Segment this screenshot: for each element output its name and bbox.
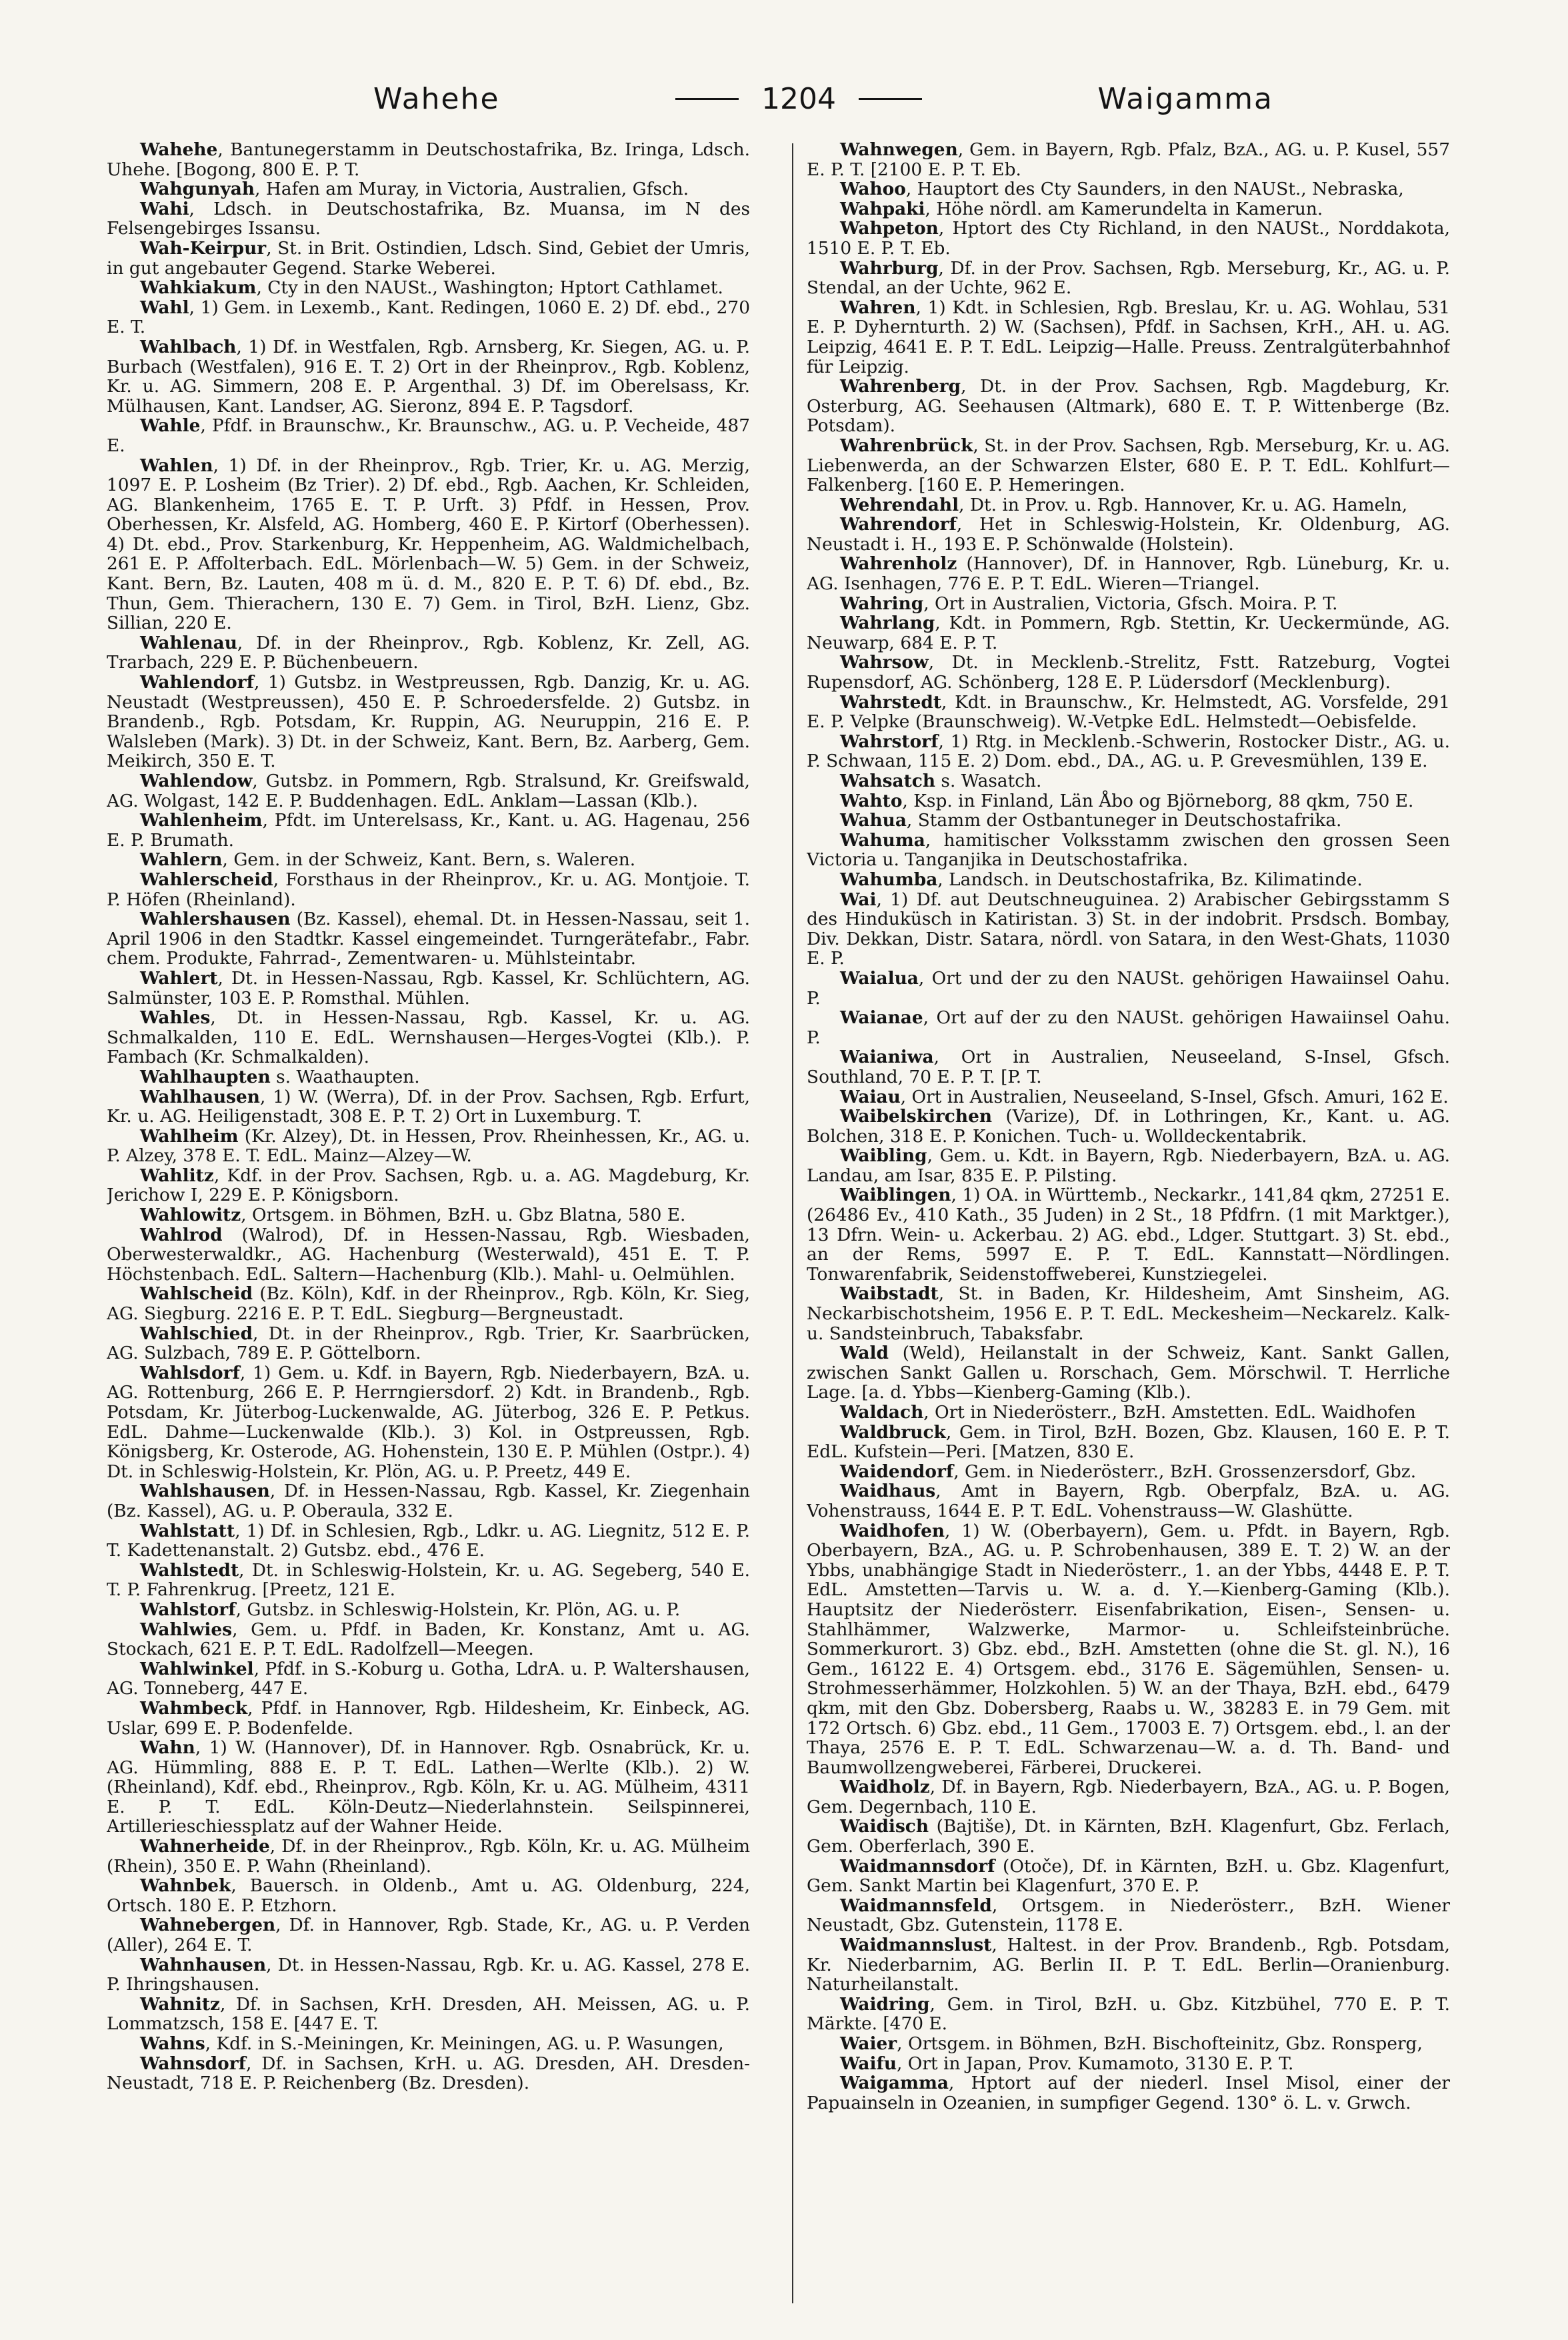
dictionary-entry bbox=[107, 1225, 750, 1285]
dictionary-entry bbox=[807, 436, 1450, 495]
entry-text: (Bajtiše), Dt. in Kärnten, BzH. Klagenfurt, Gbz. Ferlach, Gem. Oberferlach, 390 E. bbox=[807, 1816, 1450, 1857]
entry-text: , Gem. u. Kdt. in Bayern, Rgb. Niederbayern, BzA. u. AG. Landau, am Isar, 835 E. P. Pilsting. bbox=[807, 1145, 1450, 1186]
entry-headword: Wahlshausen bbox=[140, 1481, 270, 1502]
entry-text: , St. in Baden, Kr. Hildesheim, Amt Sinsheim, AG. Neckarbischotsheim, 1956 E. P. T. EdL. Meckesheim—Neckarelz. Kalk- u. Sandsteinbruch, Tabaksfabr. bbox=[807, 1283, 1450, 1344]
entry-text: , Df. in der Rheinprov., Rgb. Köln, Kr. u. AG. Mülheim (Rhein), 350 E. P. Wahn (Rheinland). bbox=[107, 1836, 750, 1877]
dictionary-entry bbox=[807, 2034, 1450, 2054]
entry-headword: Wahle bbox=[140, 415, 201, 437]
entry-headword: Wahrlang bbox=[840, 613, 935, 634]
entry-headword: Wahnbek bbox=[140, 1875, 231, 1897]
entry-text: , 1) Df. aut Deutschneuguinea. 2) Arabischer Gebirgsstamm S des Hinduküsch in Katiristan. 3) St. in der indobrit. Prsdsch. Bombay, Div. Dekkan, Distr. Satara, nördl. von Satara, in den West-Ghats, 11030 E. P. bbox=[807, 889, 1450, 969]
entry-headword: Waldbruck bbox=[840, 1421, 946, 1443]
entry-text: , Ort in Australien, Neuseeland, S-Insel, Gfsch. Amuri, 162 E. bbox=[900, 1086, 1449, 1107]
entry-text: , Df. in Sachsen, KrH. u. AG. Dresden, AH. Dresden-Neustadt, 718 E. P. Reichenberg (Bz. Dresden). bbox=[107, 2053, 750, 2094]
dictionary-entry bbox=[807, 554, 1450, 593]
entry-text: , Hptort des Cty Richland, in den NAUSt., Norddakota, 1510 E. P. T. Eb. bbox=[807, 218, 1450, 259]
entry-text: , hamitischer Volksstamm zwischen den grossen Seen Victoria u. Tanganjika in Deutschostafrika. bbox=[807, 829, 1450, 871]
entry-text: (Bz. Kassel), ehemal. Dt. in Hessen-Nassau, seit 1. April 1906 in den Stadtkr. Kassel eingemeindet. Turngerätefabr., Fabr. chem. Produkte, Fahrrad-, Zementwaren- u. Mühlsteintabr. bbox=[107, 909, 750, 969]
entry-text: , Ort in Australien, Neuseeland, S-Insel, Gfsch. Southland, 70 E. P. T. [P. T. bbox=[807, 1047, 1450, 1087]
dictionary-entry bbox=[107, 179, 750, 199]
entry-headword: Wahkiakum bbox=[140, 277, 257, 299]
dictionary-entry bbox=[107, 456, 750, 633]
dictionary-entry bbox=[807, 969, 1450, 1008]
dictionary-entry bbox=[107, 278, 750, 298]
dictionary-entry bbox=[807, 613, 1450, 653]
entry-text: , Stamm der Ostbantuneger in Deutschostafrika. bbox=[906, 810, 1342, 831]
entry-headword: Wahlendorf bbox=[140, 672, 254, 693]
entry-text: , 1) W. (Werra), Df. in der Prov. Sachsen, Rgb. Erfurt, Kr. u. AG. Heiligenstadt, 308 E. P. T. 2) Ort in Luxemburg. T. bbox=[107, 1086, 750, 1127]
dictionary-entry bbox=[807, 1107, 1450, 1146]
entry-text: , Pfdf. in S.-Koburg u. Gotha, LdrA. u. P. Waltershausen, AG. Tonneberg, 447 E. bbox=[107, 1658, 750, 1699]
entry-headword: Waldach bbox=[840, 1402, 924, 1423]
entry-text: (Otoče), Df. in Kärnten, BzH. u. Gbz. Klagenfurt, Gem. Sankt Martin bei Klagenfurt, 370 E. P. bbox=[807, 1855, 1450, 1897]
entry-headword: Wahrstorf bbox=[840, 731, 939, 752]
entry-text: , Ort auf der zu den NAUSt. gehörigen Hawaiinsel Oahu. P. bbox=[807, 1007, 1450, 1048]
entry-headword: Wahlbach bbox=[140, 336, 237, 357]
entry-headword: Wahlowitz bbox=[140, 1205, 241, 1226]
entry-text: s. Waathaupten. bbox=[270, 1066, 420, 1087]
entry-text: , Kdf. in der Prov. Sachsen, Rgb. u. a. AG. Magdeburg, Kr. Jerichow I, 229 E. P. Königsborn. bbox=[107, 1165, 750, 1206]
dictionary-entry bbox=[807, 1185, 1450, 1284]
dictionary-entry bbox=[107, 1284, 750, 1323]
entry-headword: Wahlenau bbox=[140, 632, 237, 653]
entry-headword: Wahles bbox=[140, 1007, 211, 1029]
entry-headword: Wahlen bbox=[140, 455, 213, 476]
entry-text: , Bauersch. in Oldenb., Amt u. AG. Oldenburg, 224, Ortsch. 180 E. P. Etzhorn. bbox=[107, 1875, 750, 1916]
dictionary-entry bbox=[107, 239, 750, 278]
entry-text: , Df. in Hannover, Rgb. Stade, Kr., AG. u. P. Verden (Aller), 264 E. T. bbox=[107, 1915, 750, 1956]
dictionary-entry bbox=[807, 594, 1450, 614]
entry-text: , Het in Schleswig-Holstein, Kr. Oldenburg, AG. Neustadt i. H., 193 E. P. Schönwalde (Holstein). bbox=[807, 514, 1450, 555]
dictionary-entry bbox=[807, 140, 1450, 179]
dictionary-entry bbox=[807, 377, 1450, 436]
entry-headword: Wahrenholz bbox=[840, 553, 957, 575]
dictionary-entry bbox=[107, 1363, 750, 1482]
entry-text: , 1) Df. in Westfalen, Rgb. Arnsberg, Kr. Siegen, AG. u. P. Burbach (Westfalen), 916 E. T. 2) Ort in der Rheinprov., Rgb. Koblenz, Kr. u. AG. Simmern, 208 E. P. Argenthal. 3) Df. im Oberelsass, Kr. Mülhausen, Kant. Landser, AG. Sieronz, 894 E. P. Tagsdorf. bbox=[107, 336, 750, 417]
dictionary-entry bbox=[107, 140, 750, 179]
entry-text: (Weld), Heilanstalt in der Schweiz, Kant. Sankt Gallen, zwischen Sankt Gallen u. Rorschach, Gem. Mörschwil. T. Herrliche Lage. [a. d. Ybbs—Kienberg-Gaming (Klb.). bbox=[807, 1343, 1450, 1403]
entry-headword: Waidring bbox=[840, 1993, 930, 2015]
entry-headword: Wahl bbox=[140, 297, 189, 318]
dictionary-entry bbox=[107, 850, 750, 870]
dictionary-entry bbox=[107, 1205, 750, 1225]
entry-headword: Waianiwa bbox=[840, 1047, 934, 1068]
entry-text: , Df. in Sachsen, KrH. Dresden, AH. Meissen, AG. u. P. Lommatzsch, 158 E. [447 E. T. bbox=[107, 1993, 750, 2035]
column-divider bbox=[792, 143, 793, 2303]
entry-text: , Gutsbz. in Schleswig-Holstein, Kr. Plön, AG. u. P. bbox=[235, 1599, 681, 1620]
entry-headword: Wahoo bbox=[840, 179, 906, 200]
dictionary-entry bbox=[807, 1777, 1450, 1817]
dictionary-entry bbox=[807, 1146, 1450, 1185]
entry-text: , 1) Df. in Schlesien, Rgb., Ldkr. u. AG. Liegnitz, 512 E. P. T. Kadettenanstalt. 2) Gutsbz. ebd., 476 E. bbox=[107, 1520, 750, 1561]
entry-headword: Wahlern bbox=[140, 849, 223, 871]
entry-text: , 1) Gem. u. Kdf. in Bayern, Rgb. Niederbayern, BzA. u. AG. Rottenburg, 266 E. P. Herrngiersdorf. 2) Kdt. in Brandenb., Rgb. Potsdam, Kr. Jüterbog-Luckenwalde, AG. Jüterbog, 326 E. P. Petkus. EdL. Dahme—Luckenwalde (Klb.). 3) Kol. in Ostpreussen, Rgb. Königsberg, Kr. Osterode, AG. Hohenstein, 130 E. P. Mühlen (Ostpr.). 4) Dt. in Schleswig-Holstein, Kr. Plön, AG. u. P. Preetz, 449 E. bbox=[107, 1362, 750, 1482]
entry-text: , Dt. in Mecklenb.-Strelitz, Fstt. Ratzeburg, Vogtei Rupensdorf, AG. Schönberg, 128 E. P. Lüdersdorf (Mecklenburg). bbox=[807, 652, 1450, 693]
entry-headword: Waigamma bbox=[840, 2073, 949, 2094]
dictionary-entry bbox=[107, 2054, 750, 2093]
entry-headword: Wahlitz bbox=[140, 1165, 214, 1186]
entry-headword: Wahlstorf bbox=[140, 1599, 236, 1620]
dictionary-entry bbox=[807, 732, 1450, 771]
entry-text: , Hauptort des Cty Saunders, in den NAUSt., Nebraska, bbox=[905, 179, 1404, 200]
entry-headword: Waidmannsdorf bbox=[840, 1855, 995, 1877]
dictionary-entry bbox=[107, 1738, 750, 1837]
entry-text: , Dt. in Hessen-Nassau, Rgb. Kassel, Kr. Schlüchtern, AG. Salmünster, 103 E. P. Romsthal. Mühlen. bbox=[107, 967, 750, 1009]
entry-text: , Forsthaus in der Rheinprov., Kr. u. AG. Montjoie. T. P. Höfen (Rheinland). bbox=[107, 869, 750, 910]
entry-headword: Waidendorf bbox=[840, 1461, 954, 1482]
dictionary-entry bbox=[807, 870, 1450, 890]
dictionary-entry bbox=[807, 1481, 1450, 1521]
entry-text: (Hannover), Df. in Hannover, Rgb. Lüneburg, Kr. u. AG. Isenhagen, 776 E. P. T. EdL. Wieren—Triangel. bbox=[807, 553, 1450, 595]
entry-text: , Landsch. in Deutschostafrika, Bz. Kilimatinde. bbox=[937, 869, 1363, 890]
entry-text: , 1) W. (Oberbayern), Gem. u. Pfdt. in Bayern, Rgb. Oberbayern, BzA., AG. u. P. Schrobenhausen, 389 E. T. 2) W. an der Ybbs, unabhängige Stadt in Niederösterr., 1. an der Ybbs, 4448 E. P. T. EdL. Amstetten—Tarvis u. W. a. d. Y.—Kienberg-Gaming (Klb.). Hauptsitz der Niederösterr. Eisenfabrikation, Eisen-, Sensen- u. Stahlhämmer, Walzwerke, Marmor- u. Schleifsteinbrüche. Sommerkurort. 3) Gbz. ebd., BzH. Amstetten (ohne die St. gl. N.), 16 Gem., 16122 E. 4) Ortsgem. ebd., 3176 E. Sägemühlen, Sensen- u. Strohmesserhämmer, Holzkohlen. 5) W. an der Thaya, BzH. ebd., 6479 qkm, mit den Gbz. Dobersberg, Raabs u. W., 38283 E. in 79 Gem. mit 172 Ortsch. 6) Gbz. ebd., 11 Gem., 17003 E. 7) Ortsgem. ebd., l. an der Thaya, 2576 E. P. T. EdL. Schwarzenau—W. a. d. Th. Band- und Baumwollzengweberei, Färberei, Druckerei. bbox=[807, 1520, 1450, 1778]
entry-headword: Wahlhaupten bbox=[140, 1066, 271, 1087]
dictionary-entry bbox=[807, 515, 1450, 554]
dictionary-entry bbox=[107, 870, 750, 909]
entry-text: , Ortsgem. in Böhmen, BzH. u. Gbz Blatna, 580 E. bbox=[241, 1205, 686, 1226]
entry-text: , Bantunegerstamm in Deutschostafrika, Bz. Iringa, Ldsch. Uhehe. [Bogong, 800 E. P. T. bbox=[107, 140, 750, 180]
entry-headword: Waidhaus bbox=[840, 1481, 936, 1502]
dictionary-entry bbox=[807, 890, 1450, 969]
dictionary-entry bbox=[807, 1995, 1450, 2034]
dictionary-entry bbox=[807, 1896, 1450, 1935]
entry-headword: Wahrburg bbox=[840, 257, 939, 279]
dictionary-entry bbox=[807, 1521, 1450, 1778]
dictionary-entry bbox=[807, 1284, 1450, 1343]
dictionary-entry bbox=[807, 495, 1450, 515]
entry-text: (Kr. Alzey), Dt. in Hessen, Prov. Rheinhessen, Kr., AG. u. P. Alzey, 378 E. T. EdL. Mainz—Alzey—W. bbox=[107, 1125, 750, 1167]
entry-text: s. Wasatch. bbox=[935, 771, 1042, 791]
entry-headword: Wahpeton bbox=[840, 218, 939, 239]
entry-headword: Wahnebergen bbox=[140, 1915, 276, 1936]
dictionary-entry bbox=[807, 693, 1450, 732]
entry-headword: Wahnwegen bbox=[840, 140, 958, 160]
dictionary-entry bbox=[107, 298, 750, 337]
dictionary-entry bbox=[107, 969, 750, 1008]
entry-text: , Dt. in Prov. u. Rgb. Hannover, Kr. u. AG. Hameln, bbox=[959, 494, 1408, 515]
dictionary-entry bbox=[807, 298, 1450, 377]
dictionary-entry bbox=[107, 673, 750, 771]
dictionary-entry bbox=[107, 633, 750, 673]
dictionary-entry bbox=[107, 2034, 750, 2054]
right-running-head: Waigamma bbox=[1097, 81, 1273, 116]
entry-text: , 1) Rtg. in Mecklenb.-Schwerin, Rostocker Distr., AG. u. P. Schwaan, 115 E. 2) Dom. ebd., DA., AG. u. P. Grevesmühlen, 139 E. bbox=[807, 731, 1450, 772]
entry-text: , Ort und der zu den NAUSt. gehörigen Hawaiinsel Oahu. P. bbox=[807, 967, 1450, 1009]
entry-headword: Waibstadt bbox=[840, 1283, 939, 1305]
header-rule-left bbox=[675, 98, 739, 100]
entry-headword: Waibelskirchen bbox=[840, 1106, 993, 1127]
entry-text: , Pfdf. in Hannover, Rgb. Hildesheim, Kr. Einbeck, AG. Uslar, 699 E. P. Bodenfelde. bbox=[107, 1697, 750, 1739]
entry-headword: Wahrenberg bbox=[840, 376, 961, 397]
entry-text: , Df. in der Rheinprov., Rgb. Koblenz, Kr. Zell, AG. Trarbach, 229 E. P. Büchenbeuern. bbox=[107, 632, 750, 673]
dictionary-entry bbox=[807, 199, 1450, 219]
entry-text: , Gem. in Tirol, BzH. Bozen, Gbz. Klausen, 160 E. P. T. EdL. Kufstein—Peri. [Matzen, 830 E. bbox=[807, 1421, 1450, 1463]
entry-headword: Wahi bbox=[140, 198, 189, 219]
dictionary-entry bbox=[107, 1481, 750, 1521]
entry-headword: Wahlstedt bbox=[140, 1559, 239, 1581]
dictionary-entry bbox=[107, 811, 750, 850]
entry-text: , 1) Kdt. in Schlesien, Rgb. Breslau, Kr. u. AG. Wohlau, 531 E. P. Dyhernturth. 2) W. (Sachsen), Pfdf. in Sachsen, KrH., AH. u. AG. Leipzig, 4641 E. P. T. EdL. Leipzig—Halle. Preuss. Zentralgüterbahnhof für Leipzig. bbox=[807, 297, 1450, 377]
dictionary-entry bbox=[107, 1561, 750, 1600]
dictionary-entry bbox=[807, 219, 1450, 258]
entry-headword: Wahring bbox=[840, 593, 924, 614]
entry-headword: Wahnerheide bbox=[140, 1836, 270, 1857]
entry-text: , Amt in Bayern, Rgb. Oberpfalz, BzA. u. AG. Vohenstrauss, 1644 E. P. T. EdL. Vohenstrauss—W. Glashütte. bbox=[807, 1481, 1450, 1521]
entry-text: , St. in der Prov. Sachsen, Rgb. Merseburg, Kr. u. AG. Liebenwerda, an der Schwarzen Elster, 680 E. P. T. EdL. Kohlfurt—Falkenberg. [160 E. P. Hemeringen. bbox=[807, 435, 1450, 496]
entry-headword: Wahnitz bbox=[140, 1993, 221, 2015]
entry-headword: Waier bbox=[840, 2033, 897, 2054]
entry-headword: Wahlerscheid bbox=[140, 869, 273, 890]
dictionary-entry bbox=[107, 909, 750, 969]
entry-text: , Ldsch. in Deutschostafrika, Bz. Muansa, im N des Felsengebirges Issansu. bbox=[107, 198, 750, 239]
entry-text: (Bz. Köln), Kdf. in der Rheinprov., Rgb. Köln, Kr. Sieg, AG. Siegburg. 2216 E. P. T. EdL. Siegburg—Bergneustadt. bbox=[107, 1283, 750, 1325]
dictionary-entry bbox=[807, 2054, 1450, 2074]
entry-headword: Wahlendow bbox=[140, 771, 253, 791]
dictionary-entry bbox=[107, 1955, 750, 1995]
entry-text: , Gem. in Niederösterr., BzH. Grossenzersdorf, Gbz. bbox=[953, 1461, 1417, 1482]
entry-headword: Wahua bbox=[840, 810, 907, 831]
dictionary-entry bbox=[807, 179, 1450, 199]
entry-text: , Ksp. in Finland, Län Åbo og Björneborg, 88 qkm, 750 E. bbox=[902, 790, 1414, 811]
entry-headword: Wahlenheim bbox=[140, 810, 263, 831]
entry-headword: Wahlert bbox=[140, 967, 218, 989]
entry-text: , 1) Gem. in Lexemb., Kant. Redingen, 1060 E. 2) Df. ebd., 270 E. T. bbox=[107, 297, 750, 338]
page-header bbox=[373, 72, 1273, 125]
dictionary-entry bbox=[807, 1403, 1450, 1423]
entry-text: , Gem. in Bayern, Rgb. Pfalz, BzA., AG. u. P. Kusel, 557 E. P. T. [2100 E. P. T. Eb. bbox=[807, 140, 1450, 180]
dictionary-entry bbox=[807, 653, 1450, 692]
dictionary-entry bbox=[807, 259, 1450, 298]
dictionary-entry bbox=[107, 337, 750, 416]
entry-text: , Höhe nördl. am Kamerundelta in Kamerun. bbox=[925, 198, 1323, 219]
entry-text: , 1) Gutsbz. in Westpreussen, Rgb. Danzig, Kr. u. AG. Neustadt (Westpreussen), 450 E. P. Schroedersfelde. 2) Gutsbz. in Brandenb., Rgb. Potsdam, Kr. Ruppin, AG. Neuruppin, 216 E. P. Walsleben (Mark). 3) Dt. in der Schweiz, Kant. Bern, Bz. Aarberg, Gem. Meikirch, 350 E. T. bbox=[107, 672, 750, 772]
dictionary-entry bbox=[107, 1087, 750, 1127]
entry-headword: Wahlwies bbox=[140, 1619, 233, 1640]
entry-headword: Wahlheim bbox=[140, 1125, 239, 1147]
entry-text: , Kdt. in Braunschw., Kr. Helmstedt, AG. Vorsfelde, 291 E. P. Velpke (Braunschweig). W.-Vetpke EdL. Helmstedt—Oebisfelde. bbox=[807, 691, 1450, 733]
entry-text: (Varize), Df. in Lothringen, Kr., Kant. u. AG. Bolchen, 318 E. P. Konichen. Tuch- u. Wolldeckentabrik. bbox=[807, 1106, 1450, 1147]
entry-headword: Wahlschied bbox=[140, 1323, 253, 1344]
entry-headword: Wahrenbrück bbox=[840, 435, 973, 456]
entry-text: , Gem. in Tirol, BzH. u. Gbz. Kitzbühel, 770 E. P. T. Märkte. [470 E. bbox=[807, 1993, 1450, 2035]
entry-headword: Wahlsdorf bbox=[140, 1362, 240, 1383]
entry-text: , Cty in den NAUSt., Washington; Hptort Cathlamet. bbox=[256, 277, 723, 299]
right-column bbox=[807, 140, 1450, 2307]
entry-text: , Gutsbz. in Pommern, Rgb. Stralsund, Kr. Greifswald, AG. Wolgast, 142 E. P. Buddenhagen. EdL. Anklam—Lassan (Klb.). bbox=[107, 771, 750, 811]
entry-text: , Kdf. in S.-Meiningen, Kr. Meiningen, AG. u. P. Wasungen, bbox=[205, 2033, 724, 2054]
entry-headword: Wahlhausen bbox=[140, 1086, 260, 1107]
entry-headword: Waialua bbox=[840, 967, 919, 989]
dictionary-entry bbox=[107, 1659, 750, 1699]
entry-text: , Df. in Hessen-Nassau, Rgb. Kassel, Kr. Ziegenhain (Bz. Kassel), AG. u. P. Oberaula, 332 E. bbox=[107, 1481, 750, 1521]
entry-headword: Wahren bbox=[840, 297, 916, 318]
dictionary-entry bbox=[107, 1521, 750, 1561]
dictionary-entry bbox=[807, 1008, 1450, 1047]
entry-text: , Gem. u. Pfdf. in Baden, Kr. Konstanz, Amt u. AG. Stockach, 621 E. P. T. EdL. Radolfzell—Meegen. bbox=[107, 1619, 750, 1660]
entry-headword: Wahuma bbox=[840, 829, 925, 851]
dictionary-entry bbox=[107, 1600, 750, 1620]
entry-text: , 1) W. (Hannover), Df. in Hannover. Rgb. Osnabrück, Kr. u. AG. Hümmling, 888 E. P. T. EdL. Lathen—Werlte (Klb.). 2) W. (Rheinland), Kdf. ebd., Rheinprov., Rgb. Köln, Kr. u. AG. Mülheim, 4311 E. P. T. EdL. Köln-Deutz—Niederlahnstein. Seilspinnerei, Artillerieschiessplatz auf der Wahner Heide. bbox=[107, 1737, 750, 1837]
dictionary-entry bbox=[807, 1343, 1450, 1403]
entry-headword: Waidisch bbox=[840, 1816, 929, 1837]
page-number-group bbox=[675, 82, 922, 116]
entry-text: , Df. in der Prov. Sachsen, Rgb. Merseburg, Kr., AG. u. P. Stendal, an der Uchte, 962 E. bbox=[807, 257, 1450, 299]
dictionary-entry bbox=[807, 1935, 1450, 1995]
entry-text: , St. in Brit. Ostindien, Ldsch. Sind, Gebiet der Umris, in gut angebauter Gegend. Starke Weberei. bbox=[107, 237, 750, 279]
entry-text: , Pfdf. in Braunschw., Kr. Braunschw., AG. u. P. Vecheide, 487 E. bbox=[107, 415, 750, 456]
entry-text: , Dt. in der Rheinprov., Rgb. Trier, Kr. Saarbrücken, AG. Sulzbach, 789 E. P. Göttelborn. bbox=[107, 1323, 750, 1364]
entry-text: , Ortsgem. in Niederösterr., BzH. Wiener Neustadt, Gbz. Gutenstein, 1178 E. bbox=[807, 1895, 1450, 1936]
entry-text: , Dt. in Schleswig-Holstein, Kr. u. AG. Segeberg, 540 E. T. P. Fahrenkrug. [Preetz, 121 E. bbox=[107, 1559, 750, 1601]
entry-text: , Ort in Niederösterr., BzH. Amstetten. EdL. Waidhofen bbox=[923, 1402, 1416, 1423]
entry-headword: Wahlrod bbox=[140, 1224, 223, 1245]
entry-headword: Wahlstatt bbox=[140, 1520, 235, 1541]
entry-headword: Wahlershausen bbox=[140, 909, 291, 930]
entry-headword: Waibling bbox=[840, 1145, 927, 1167]
dictionary-entry bbox=[107, 1166, 750, 1205]
dictionary-entry bbox=[107, 771, 750, 811]
entry-text: (Walrod), Df. in Hessen-Nassau, Rgb. Wiesbaden, Oberwesterwaldkr., AG. Hachenburg (Westerwald), 451 E. T. P. Höchstenbach. EdL. Saltern—Hachenburg (Klb.). Mahl- u. Oelmühlen. bbox=[107, 1224, 750, 1285]
entry-text: , Gem. in der Schweiz, Kant. Bern, s. Waleren. bbox=[222, 849, 636, 871]
entry-headword: Waidhofen bbox=[840, 1520, 945, 1541]
header-rule-right bbox=[859, 98, 922, 100]
entry-text: , Pfdt. im Unterelsass, Kr., Kant. u. AG. Hagenau, 256 E. P. Brumath. bbox=[107, 810, 750, 851]
entry-headword: Waidholz bbox=[840, 1777, 930, 1798]
dictionary-entry bbox=[807, 831, 1450, 870]
entry-headword: Waiau bbox=[840, 1086, 901, 1107]
entry-headword: Wahto bbox=[840, 790, 903, 811]
entry-text: , Haltest. in der Prov. Brandenb., Rgb. Potsdam, Kr. Niederbarnim, AG. Berlin II. P. T. EdL. Berlin—Oranienburg. Naturheilanstalt. bbox=[807, 1935, 1450, 1995]
entry-text: , 1) OA. in Württemb., Neckarkr., 141,84 qkm, 27251 E. (26486 Ev., 410 Kath., 35 Juden) in 2 St., 18 Pfdfrn. (1 mit Marktger.), 13 Dfrn. Wein- u. Ackerbau. 2) AG. ebd., Ldger. Stuttgart. 3) St. ebd., an der Rems, 5997 E. P. T. EdL. Kannstatt—Nördlingen. Tonwarenfabrik, Seidenstoffweberei, Kunstziegelei. bbox=[807, 1185, 1450, 1285]
dictionary-entry bbox=[807, 1857, 1450, 1896]
entry-text: , Dt. in Hessen-Nassau, Rgb. Kr. u. AG. Kassel, 278 E. P. Ihringshausen. bbox=[107, 1954, 750, 1995]
dictionary-entry bbox=[807, 1047, 1450, 1087]
dictionary-entry bbox=[107, 416, 750, 455]
entry-headword: Wahsatch bbox=[840, 771, 936, 791]
dictionary-entry bbox=[107, 199, 750, 239]
dictionary-entry bbox=[807, 771, 1450, 791]
dictionary-entry bbox=[107, 1699, 750, 1738]
entry-headword: Wahn bbox=[140, 1737, 195, 1759]
dictionary-entry bbox=[107, 1620, 750, 1659]
dictionary-entry bbox=[807, 1423, 1450, 1462]
entry-headword: Wahrstedt bbox=[840, 691, 942, 713]
dictionary-entry bbox=[807, 811, 1450, 831]
dictionary-entry bbox=[107, 1837, 750, 1876]
entry-headword: Wahns bbox=[140, 2033, 205, 2054]
entry-text: , Kdt. in Pommern, Rgb. Stettin, Kr. Ueckermünde, AG. Neuwarp, 684 E. P. T. bbox=[807, 613, 1450, 653]
entry-headword: Wahnhausen bbox=[140, 1954, 267, 1975]
entry-headword: Waiblingen bbox=[840, 1185, 951, 1206]
entry-headword: Wahrendorf bbox=[840, 514, 957, 535]
entry-headword: Wahpaki bbox=[840, 198, 925, 219]
entry-headword: Wald bbox=[840, 1343, 889, 1364]
dictionary-entry bbox=[107, 1915, 750, 1955]
entry-text: , Ort in Australien, Victoria, Gfsch. Moira. P. T. bbox=[923, 593, 1338, 614]
dictionary-entry bbox=[807, 791, 1450, 811]
dictionary-entry bbox=[807, 2073, 1450, 2113]
entry-text: , Hptort auf der niederl. Insel Misol, einer der Papuainseln in Ozeanien, in sumpfiger Gegend. 130° ö. L. v. Grwch. bbox=[807, 2073, 1450, 2113]
entry-text: , 1) Df. in der Rheinprov., Rgb. Trier, Kr. u. AG. Merzig, 1097 E. P. Losheim (Bz Trier). 2) Df. ebd., Rgb. Aachen, Kr. Schleiden, AG. Blankenheim, 1765 E. T. P. Urft. 3) Pfdf. in Hessen, Prov. Oberhessen, Kr. Alsfeld, AG. Homberg, 460 E. P. Kirtorf (Oberhessen). 4) Dt. ebd., Prov. Starkenburg, Kr. Heppenheim, AG. Waldmichelbach, 261 E. P. Affolterbach. EdL. Mörlenbach—W. 5) Gem. in der Schweiz, Kant. Bern, Bz. Lauten, 408 m ü. d. M., 820 E. P. T. 6) Df. ebd., Bz. Thun, Gem. Thierachern, 130 E. 7) Gem. in Tirol, BzH. Lienz, Gbz. Sillian, 220 E. bbox=[107, 455, 750, 634]
dictionary-entry bbox=[107, 1127, 750, 1166]
entry-text: , Dt. in Hessen-Nassau, Rgb. Kassel, Kr. u. AG. Schmalkalden, 110 E. EdL. Wernshausen—Herges-Vogtei (Klb.). P. Fambach (Kr. Schmalkalden). bbox=[107, 1007, 750, 1068]
entry-headword: Wahlscheid bbox=[140, 1283, 253, 1305]
entry-headword: Wai bbox=[840, 889, 877, 910]
page-number: 1204 bbox=[761, 81, 837, 116]
dictionary-entry bbox=[807, 1462, 1450, 1482]
dictionary-entry bbox=[107, 1995, 750, 2034]
left-column bbox=[107, 140, 750, 2307]
entry-headword: Waidmannsfeld bbox=[840, 1895, 992, 1916]
entry-text: , Dt. in der Prov. Sachsen, Rgb. Magdeburg, Kr. Osterburg, AG. Seehausen (Altmark), 680 E. T. P. Wittenberge (Bz. Potsdam). bbox=[807, 376, 1450, 437]
entry-text: , Ortsgem. in Böhmen, BzH. Bischofteinitz, Gbz. Ronsperg, bbox=[897, 2033, 1423, 2054]
dictionary-entry bbox=[807, 1817, 1450, 1856]
entry-text: , Hafen am Muray, in Victoria, Australien, Gfsch. bbox=[255, 179, 689, 200]
dictionary-entry bbox=[107, 1876, 750, 1915]
entry-headword: Wahrsow bbox=[840, 652, 929, 673]
dictionary-entry bbox=[807, 1087, 1450, 1107]
dictionary-entry bbox=[107, 1008, 750, 1067]
entry-headword: Waifu bbox=[840, 2053, 897, 2074]
dictionary-entry bbox=[107, 1324, 750, 1363]
entry-headword: Wahlwinkel bbox=[140, 1658, 254, 1679]
entry-headword: Wahnsdorf bbox=[140, 2053, 246, 2074]
entry-headword: Wehrendahl bbox=[840, 494, 959, 515]
dictionary-entry bbox=[107, 1067, 750, 1087]
entry-headword: Wahumba bbox=[840, 869, 938, 890]
left-running-head: Wahehe bbox=[373, 81, 500, 116]
entry-headword: Wahehe bbox=[140, 140, 218, 160]
entry-headword: Waidmannslust bbox=[840, 1935, 992, 1956]
entry-text: , Df. in Bayern, Rgb. Niederbayern, BzA., AG. u. P. Bogen, Gem. Degernbach, 110 E. bbox=[807, 1777, 1450, 1817]
entry-headword: Wahgunyah bbox=[140, 179, 255, 200]
entry-headword: Waianae bbox=[840, 1007, 923, 1029]
entry-text: , Ort in Japan, Prov. Kumamoto, 3130 E. P. T. bbox=[897, 2053, 1294, 2074]
entry-headword: Wah-Keirpur bbox=[140, 237, 267, 259]
entry-headword: Wahmbeck bbox=[140, 1697, 248, 1719]
